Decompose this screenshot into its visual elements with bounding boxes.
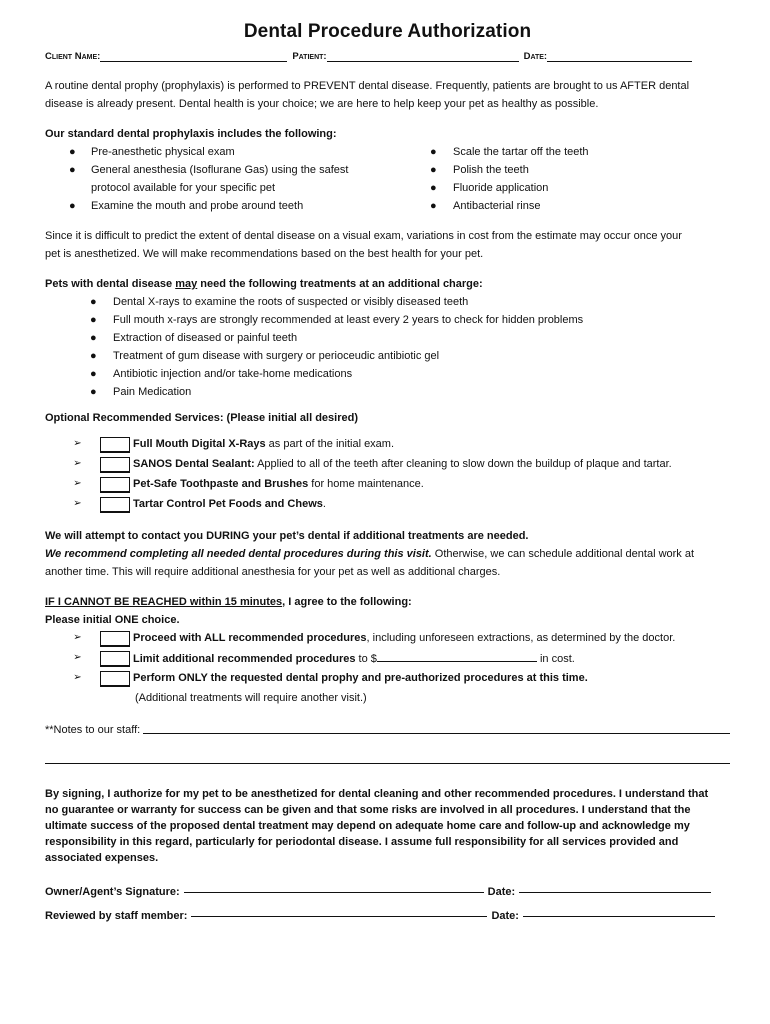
initial-box[interactable] <box>100 437 130 453</box>
standard-list <box>45 143 730 215</box>
initial-box[interactable] <box>100 631 130 647</box>
option-row: ➢ Tartar Control Pet Foods and Chews. <box>45 495 730 515</box>
option-note: (Additional treatments will require another visit.) <box>135 691 367 704</box>
consent-paragraph: By signing, I authorize for my pet to be anesthetized for dental cleaning and other recommended procedures. I understand that no guarantee or warranty for success can be given and that some risks are involved in all procedures. I understand that the ultimate success of the proposed dental treatment may depend on adequate home care and follow-up and acknowledge my responsibility in this regard, particularly for periodontal disease. I assume full responsibility for all services provided and associated expenses. <box>45 787 709 864</box>
staff-date-label: Date: <box>491 909 519 922</box>
additional-heading: Pets with dental disease may need the following treatments at an additional charge: <box>45 277 483 290</box>
list-item: ● Fluoride application <box>430 181 549 194</box>
notes-label: **Notes to our staff: <box>45 723 141 736</box>
list-item: ● Antibacterial rinse <box>430 199 541 212</box>
initial-box[interactable] <box>100 651 130 667</box>
intro-line-1: A routine dental prophy (prophylaxis) is performed to PREVENT dental disease. Frequently, patients are brought to us AFTER dental <box>45 79 690 92</box>
arrow-bullet-icon: ➢ <box>73 672 82 684</box>
list-item: ● Dental X-rays to examine the roots of suspected or visibly diseased teeth <box>90 295 469 308</box>
staff-signature-field[interactable] <box>191 904 487 917</box>
list-item: ● Pre-anesthetic physical exam <box>69 145 235 158</box>
owner-signature-line <box>45 880 730 904</box>
list-item: ● General anesthesia (Isoflurane Gas) using the safest protocol available for your specific pet <box>69 163 349 194</box>
staff-signature-line <box>45 904 730 928</box>
patient-label: Patient: <box>292 50 327 62</box>
standard-heading: Our standard dental prophylaxis includes the following: <box>45 127 337 140</box>
contact-paragraph: We will attempt to contact you DURING your pet’s dental if additional treatments are needed. We recommend completing all needed dental procedures during this visit. Otherwise, we can schedule additional dental work at another time. This will require additional anesthesia for your pet as well as additional charges. <box>45 529 695 578</box>
list-item: ● Pain Medication <box>90 385 192 398</box>
list-item: ● Full mouth x-rays are strongly recommended at least every 2 years to check for hidden problems <box>90 313 584 326</box>
unreached-subheading: Please initial ONE choice. <box>45 613 180 626</box>
staff-date-field[interactable] <box>523 904 715 917</box>
list-item: ● Examine the mouth and probe around teeth <box>69 199 304 212</box>
option-row: ➢ Full Mouth Digital X-Rays as part of the initial exam. <box>45 435 730 455</box>
page-title: Dental Procedure Authorization <box>243 21 532 42</box>
client-name-label: Client Name: <box>45 50 101 62</box>
initial-box[interactable] <box>100 457 130 473</box>
list-item: ● Antibiotic injection and/or take-home medications <box>90 367 353 380</box>
option-row: ➢ Pet-Safe Toothpaste and Brushes for home maintenance. <box>45 475 730 495</box>
initial-box[interactable] <box>100 477 130 493</box>
variation-paragraph: Since it is difficult to predict the extent of dental disease on a visual exam, variations in cost from the estimate may occur once your pet is anesthetized. We will make recommendations based on the best health for your pet. <box>45 229 682 260</box>
date-label: Date: <box>523 50 548 62</box>
option-row: ➢ Perform ONLY the requested dental prophy and pre-authorized procedures at this time. <box>45 669 730 689</box>
form-page <box>45 20 730 928</box>
patient-field[interactable] <box>327 51 519 62</box>
intro-paragraph <box>45 77 730 113</box>
owner-date-field[interactable] <box>519 880 711 893</box>
arrow-bullet-icon: ➢ <box>73 458 82 470</box>
list-item: ● Scale the tartar off the teeth <box>430 145 589 158</box>
arrow-bullet-icon: ➢ <box>73 498 82 510</box>
unreached-options <box>45 629 730 707</box>
arrow-bullet-icon: ➢ <box>73 478 82 490</box>
unreached-heading: IF I CANNOT BE REACHED within 15 minutes, I agree to the following: <box>45 595 412 608</box>
optional-services <box>45 435 730 515</box>
optional-heading: Optional Recommended Services: (Please initial all desired) <box>45 411 358 424</box>
arrow-bullet-icon: ➢ <box>73 632 82 644</box>
cost-limit-field[interactable] <box>377 651 537 662</box>
owner-date-label: Date: <box>487 885 516 898</box>
date-field[interactable] <box>547 51 692 62</box>
additional-list <box>45 293 730 401</box>
intro-line-2: disease is already present. Dental health is your choice; we are here to help keep your pet as healthy as possible. <box>45 97 599 110</box>
owner-signature-label: Owner/Agent’s Signature: <box>45 885 180 898</box>
arrow-bullet-icon: ➢ <box>73 652 82 664</box>
notes-line <box>45 721 730 739</box>
staff-signature-label: Reviewed by staff member: <box>45 909 188 922</box>
option-row: ➢ Proceed with ALL recommended procedures, including unforeseen extractions, as determined by the doctor. <box>45 629 730 649</box>
initial-box[interactable] <box>100 497 130 513</box>
notes-field[interactable] <box>143 721 730 734</box>
list-item: ● Polish the teeth <box>430 163 529 176</box>
client-name-field[interactable] <box>100 51 287 62</box>
notes-field-line-2[interactable] <box>45 753 730 764</box>
option-row: ➢ SANOS Dental Sealant: Applied to all of the teeth after cleaning to slow down the buildup of plaque and tartar. <box>45 455 730 475</box>
header-fields <box>45 51 730 63</box>
list-item: ● Extraction of diseased or painful teeth <box>90 331 298 344</box>
arrow-bullet-icon: ➢ <box>73 438 82 450</box>
list-item: ● Treatment of gum disease with surgery or perioceudic antibiotic gel <box>90 349 440 362</box>
initial-box[interactable] <box>100 671 130 687</box>
owner-signature-field[interactable] <box>184 880 484 893</box>
option-row: ➢ Limit additional recommended procedures to $ in cost. <box>45 649 730 669</box>
